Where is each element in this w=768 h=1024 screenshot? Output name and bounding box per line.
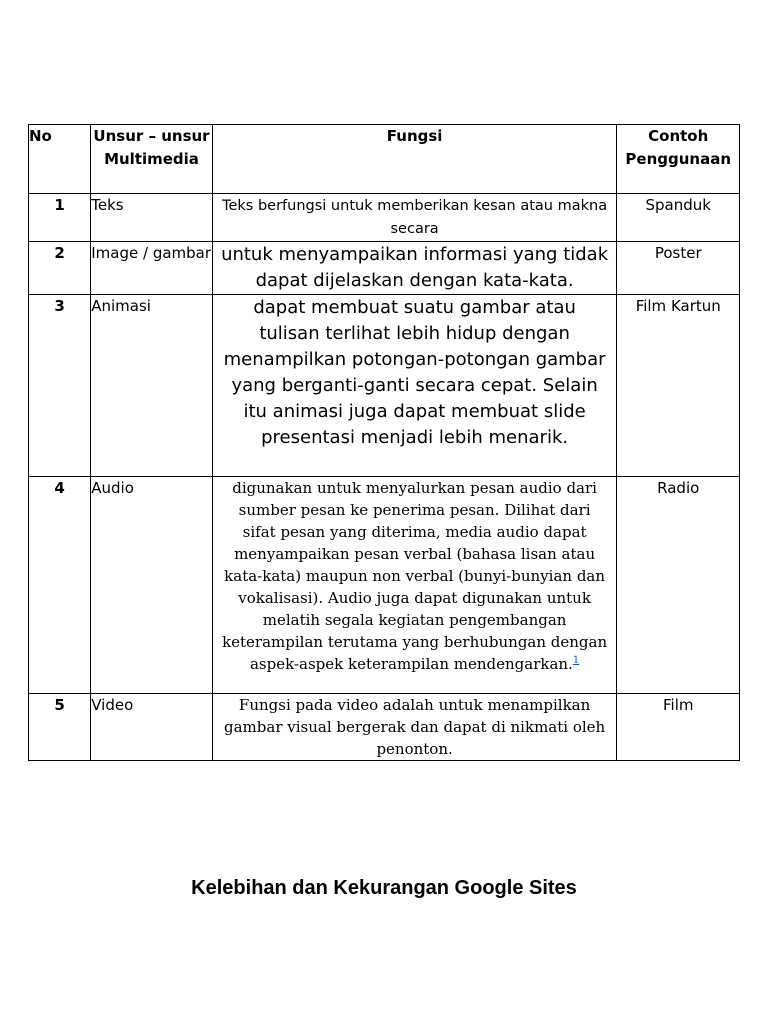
row-fungsi: dapat membuat suatu gambar atau tulisan terlihat lebih hidup dengan menampilkan potongan-potongan gambar yang berganti-ganti secara cepat. Selain itu animasi juga dapat membuat slide presentasi menjadi lebih menarik.: [223, 297, 606, 448]
row-number: 1: [29, 194, 91, 242]
row-fungsi: digunakan untuk menyalurkan pesan audio dari sumber pesan ke penerima pesan. Dilihat dari sifat pesan yang diterima, media audio dapat menyampaikan pesan verbal (bahasa lisan atau kata-kata) maupun non verbal (bunyi-bunyian dan vokalisasi). Audio juga dapat digunakan untuk melatih segala kegiatan pengembangan keterampilan terutama yang berhubungan dengan aspek-aspek keterampilan mendengarkan.: [222, 479, 608, 673]
row-fungsi: Teks berfungsi untuk memberikan kesan atau makna secara: [222, 198, 608, 237]
row-contoh: Film Kartun: [617, 295, 740, 477]
table-row: [29, 242, 740, 295]
header-fungsi: Fungsi: [212, 125, 617, 194]
row-fungsi-cell: [212, 295, 617, 477]
row-unsur: Image / gambar: [91, 242, 213, 295]
table-header-row: [29, 125, 740, 194]
header-unsur: Unsur – unsur Multimedia: [91, 125, 213, 194]
row-unsur: Video: [91, 694, 213, 761]
row-fungsi-cell: [212, 242, 617, 295]
row-contoh: Film: [617, 694, 740, 761]
row-number: 2: [29, 242, 91, 295]
row-number: 4: [29, 477, 91, 694]
section-heading: Kelebihan dan Kekurangan Google Sites: [191, 877, 577, 899]
footnote-link[interactable]: 1: [572, 655, 580, 666]
table-row: [29, 694, 740, 761]
row-fungsi-cell: [212, 477, 617, 694]
row-fungsi: untuk menyampaikan informasi yang tidak dapat dijelaskan dengan kata-kata.: [221, 244, 609, 291]
row-contoh: Radio: [617, 477, 740, 694]
row-fungsi-wrap: [213, 477, 617, 675]
table-row: [29, 295, 740, 477]
table-row: [29, 194, 740, 242]
row-number: 5: [29, 694, 91, 761]
row-unsur: Teks: [91, 194, 213, 242]
table-row: [29, 477, 740, 694]
row-fungsi: Fungsi pada video adalah untuk menampilkan gambar visual bergerak dan dapat di nikmati oleh penonton.: [224, 696, 606, 758]
row-contoh: Poster: [617, 242, 740, 295]
row-fungsi-cell: [212, 694, 617, 761]
header-no: No: [29, 125, 91, 194]
row-fungsi-cell: [212, 194, 617, 242]
header-contoh: Contoh Penggunaan: [617, 125, 740, 194]
row-unsur: Audio: [91, 477, 213, 694]
row-contoh: Spanduk: [617, 194, 740, 242]
row-number: 3: [29, 295, 91, 477]
row-unsur: Animasi: [91, 295, 213, 477]
multimedia-table: [28, 124, 740, 761]
